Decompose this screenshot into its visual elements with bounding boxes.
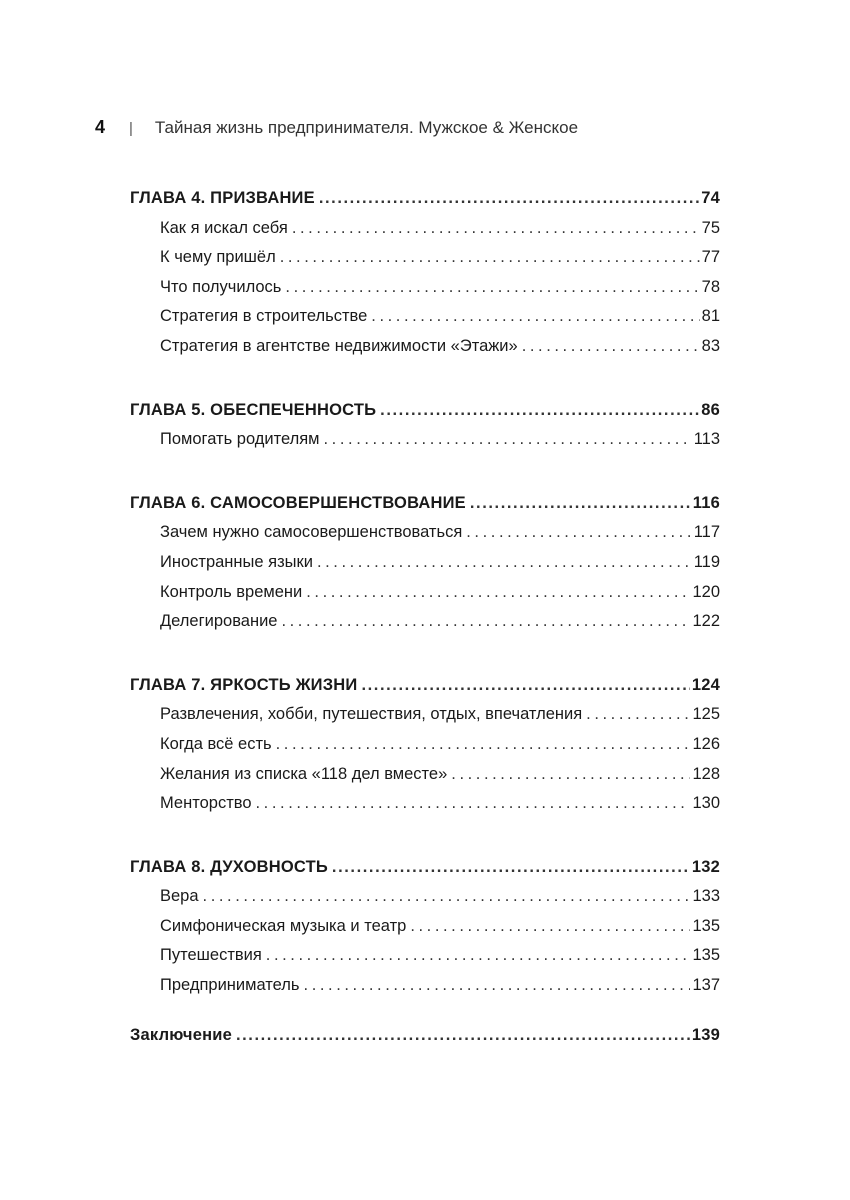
toc-chapter-entry[interactable] [130,853,720,883]
dot-leader [451,760,690,790]
toc-section-entry-page: 135 [692,916,720,935]
toc-section-entry-title: Предприниматель [160,976,300,995]
dot-leader [236,1021,690,1051]
toc-section-entry[interactable] [130,789,720,819]
toc-section-entry-title: Вера [160,887,199,906]
dot-leader [380,396,699,426]
toc-section-entry[interactable] [130,214,720,244]
dot-leader [304,971,691,1001]
table-of-contents [130,184,720,1050]
toc-section-entry-title: Делегирование [160,612,278,631]
dot-leader [266,941,691,971]
toc-section-entry[interactable] [130,243,720,273]
toc-section-entry-page: 78 [701,277,720,296]
toc-section-entry[interactable] [130,882,720,912]
toc-section-entry-page: 133 [692,887,720,906]
toc-section-entry-page: 125 [692,705,720,724]
toc-section-entry-title: Контроль времени [160,582,303,601]
chapter-block [130,489,720,637]
dot-leader [332,853,690,883]
toc-section-entry[interactable] [130,700,720,730]
running-title: Тайная жизнь предпринимателя. Мужское & Женское [154,118,579,137]
dot-leader [203,882,691,912]
toc-section-entry-page: 128 [692,764,720,783]
toc-section-entry[interactable] [130,302,720,332]
toc-section-entry-title: Помогать родителям [160,430,320,449]
toc-section-entry[interactable] [130,548,720,578]
toc-section-entry-page: 83 [701,336,720,355]
toc-section-entry-title: К чему пришёл [160,248,276,267]
dot-leader [306,578,690,608]
chapter-block [130,396,720,455]
toc-section-entry[interactable] [130,518,720,548]
toc-section-entry-title: Стратегия в агентстве недвижимости «Этажи» [160,336,518,355]
toc-section-entry-page: 81 [701,307,720,326]
toc-section-entry-page: 113 [693,430,720,449]
dot-leader [361,671,689,701]
dot-leader [280,243,700,273]
toc-section-entry-title: Что получилось [160,277,282,296]
toc-section-entry-title: Симфоническая музыка и театр [160,916,407,935]
chapter-block [130,671,720,819]
dot-leader [371,302,699,332]
toc-section-entry[interactable] [130,941,720,971]
toc-chapter-entry-page: 132 [691,857,720,876]
dot-leader [256,789,691,819]
toc-chapter-entry[interactable] [130,184,720,214]
toc-section-entry-title: Стратегия в строительстве [160,307,368,326]
dot-leader [281,607,690,637]
toc-section-entry[interactable] [130,332,720,362]
toc-section-entry-title: Желания из списка «118 дел вместе» [160,764,448,783]
toc-section-entry[interactable] [130,578,720,608]
running-header [95,117,578,138]
toc-section-entry-title: Путешествия [160,946,262,965]
toc-section-entry[interactable] [130,730,720,760]
toc-chapter-entry-page: 116 [692,493,720,512]
dot-leader [410,912,690,942]
toc-section-entry-page: 126 [692,734,720,753]
dot-leader [324,425,692,455]
dot-leader [466,518,691,548]
toc-section-entry-title: Зачем нужно самосовершенствоваться [160,523,463,542]
toc-section-entry[interactable] [130,425,720,455]
toc-section-entry[interactable] [130,607,720,637]
toc-section-entry[interactable] [130,912,720,942]
toc-section-entry[interactable] [130,971,720,1001]
toc-section-entry[interactable] [130,273,720,303]
toc-chapter-entry-page: 86 [701,400,720,419]
toc-chapter-entry-page: 124 [691,675,720,694]
toc-section-entry-page: 130 [692,794,720,813]
dot-leader [292,214,700,244]
toc-section-entry-page: 137 [692,976,720,995]
toc-section-entry-page: 119 [693,552,720,571]
page-number: 4 [95,117,106,137]
dot-leader [522,332,700,362]
toc-conclusion-entry[interactable] [130,1021,720,1051]
toc-section-entry-title: Когда всё есть [160,734,272,753]
toc-chapter-entry-title: ГЛАВА 7. ЯРКОСТЬ ЖИЗНИ [130,675,358,694]
toc-section-entry[interactable] [130,760,720,790]
dot-leader [276,730,691,760]
toc-section-entry-page: 75 [701,218,720,237]
toc-section-entry-title: Иностранные языки [160,552,313,571]
header-separator: | [129,120,133,137]
toc-section-entry-title: Менторство [160,794,252,813]
toc-section-entry-page: 122 [692,612,720,631]
dot-leader [285,273,699,303]
toc-section-entry-page: 120 [692,582,720,601]
dot-leader [470,489,691,519]
dot-leader [319,184,699,214]
toc-chapter-entry-page: 74 [701,189,720,207]
toc-chapter-entry-title: ГЛАВА 5. ОБЕСПЕЧЕННОСТЬ [130,400,377,419]
dot-leader [317,548,692,578]
toc-conclusion-entry-page: 139 [691,1025,720,1044]
toc-section-entry-page: 117 [693,523,720,542]
toc-conclusion-entry-title: Заключение [130,1025,232,1044]
toc-section-entry-page: 135 [692,946,720,965]
toc-section-entry-title: Как я искал себя [160,218,288,237]
toc-chapter-entry[interactable] [130,671,720,701]
toc-chapter-entry-title: ГЛАВА 4. ПРИЗВАНИЕ [130,189,315,207]
toc-chapter-entry[interactable] [130,489,720,519]
toc-chapter-entry[interactable] [130,396,720,426]
chapter-block [130,853,720,1001]
toc-chapter-entry-title: ГЛАВА 8. ДУХОВНОСТЬ [130,857,328,876]
toc-chapter-entry-title: ГЛАВА 6. САМОСОВЕРШЕНСТВОВАНИЕ [130,493,466,512]
chapter-block [130,184,720,362]
toc-section-entry-title: Развлечения, хобби, путешествия, отдых, впечатления [160,705,583,724]
dot-leader [586,700,690,730]
toc-section-entry-page: 77 [701,248,720,267]
